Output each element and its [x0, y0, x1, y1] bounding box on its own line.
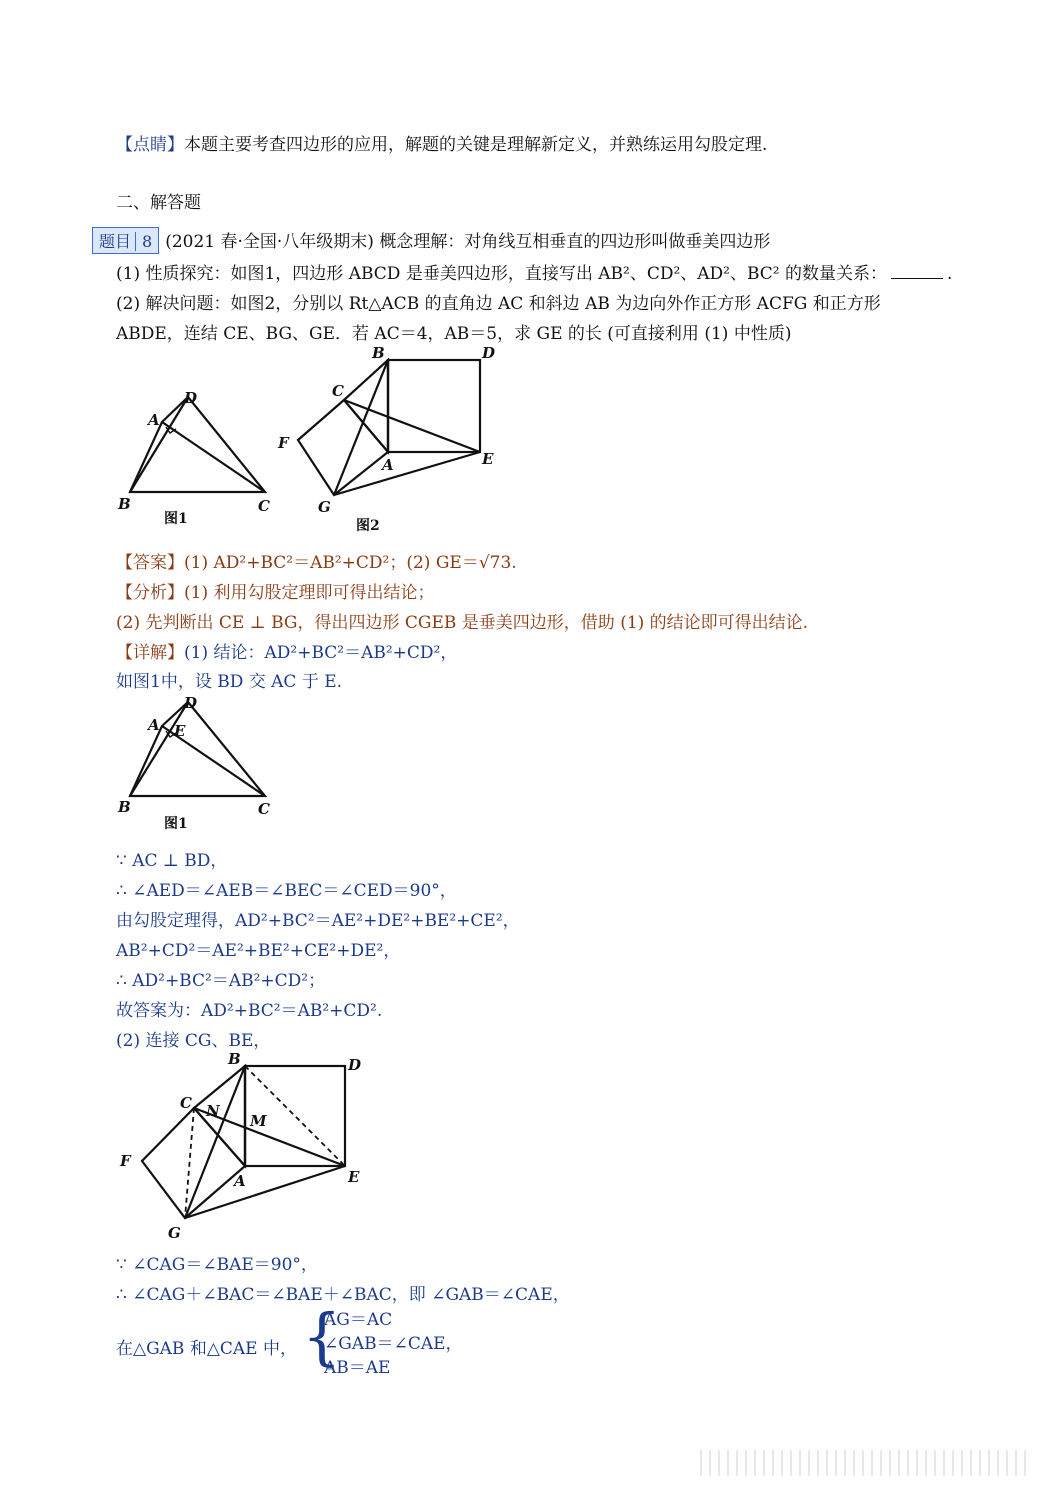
answer-text: (1) AD²+BC²＝AB²+CD²；(2) GE＝√73.: [184, 553, 517, 573]
step-6: 故答案为：AD²+BC²＝AB²+CD².: [116, 1001, 383, 1021]
fig2d-label-e: E: [348, 1168, 360, 1186]
fig2d-label-a: A: [234, 1172, 246, 1190]
fig2-label-a: A: [382, 456, 394, 474]
system-eq-2: ∠GAB＝∠CAE，: [324, 1334, 463, 1354]
problem-badge: 题目 8: [92, 227, 159, 254]
fig2-label-f: F: [278, 434, 289, 452]
fig2d-label-m: M: [250, 1112, 267, 1130]
step-1: ∵ AC ⊥ BD，: [116, 851, 228, 871]
fig2-label-d: D: [482, 344, 496, 362]
dianjing-line: [116, 130, 767, 155]
figure-2-detail: [110, 1046, 380, 1246]
fig1d-label-a: A: [148, 716, 160, 734]
system-equations: [324, 1308, 463, 1380]
problem-number: 8: [135, 232, 152, 251]
problem-part1-line: [116, 259, 952, 284]
problem-intro: (2021 春·全国·八年级期末) 概念理解：对角线互相垂直的四边形叫做垂美四边形: [165, 232, 771, 252]
problem-part2-line1: (2) 解决问题：如图2，分别以 Rt△ACB 的直角边 AC 和斜边 AB 为边向外作正方形 ACFG 和正方形: [116, 294, 881, 314]
fig2-label-c: C: [332, 382, 344, 400]
step-2: ∴ ∠AED＝∠AEB＝∠BEC＝∠CED＝90°，: [116, 881, 457, 901]
fig1d-label-c: C: [258, 800, 270, 818]
system-prefix: 在△GAB 和△CAE 中，: [116, 1339, 297, 1359]
problem-part1: (1) 性质探究：如图1，四边形 ABCD 是垂美四边形，直接写出 AB²、CD²、AD²、BC² 的数量关系：: [116, 264, 888, 284]
analysis-tag: 【分析】: [116, 583, 184, 603]
answer-line: [116, 548, 517, 573]
step-7: (2) 连接 CG、BE，: [116, 1031, 271, 1051]
problem-intro-line: [92, 227, 770, 254]
step2-1: ∵ ∠CAG＝∠BAE＝90°，: [116, 1255, 318, 1275]
detail-tag: 【详解】: [116, 643, 184, 663]
dianjing-tag: 【点睛】: [116, 135, 184, 155]
fig1-label-d: D: [184, 389, 198, 407]
detail-line2: 如图1中，设 BD 交 AC 于 E.: [116, 672, 343, 692]
figure-2: [272, 340, 512, 540]
analysis-line: [116, 578, 434, 603]
figure-1-detail: [108, 690, 278, 838]
detail-text: (1) 结论：AD²+BC²＝AB²+CD²，: [184, 643, 458, 663]
step-5: ∴ AD²+BC²＝AB²+CD²；: [116, 971, 326, 991]
problem-part2-line2: ABDE，连结 CE、BG、GE．若 AC＝4，AB＝5，求 GE 的长 (可直接利用 (1) 中性质): [116, 324, 792, 344]
figure-1: [108, 385, 278, 535]
detail-line1: [116, 638, 457, 663]
fig1d-label-d: D: [184, 694, 198, 712]
watermark-strip: [700, 1450, 1030, 1476]
fig1-label-b: B: [118, 495, 131, 513]
step-3: 由勾股定理得，AD²+BC²＝AE²+DE²+BE²+CE²，: [116, 911, 520, 931]
section-title: 二、解答题: [116, 193, 201, 213]
fig2d-label-b: B: [228, 1050, 241, 1068]
system-eq-3: AB＝AE: [324, 1358, 391, 1378]
problem-part1-end: .: [947, 264, 953, 284]
analysis-line2: (2) 先判断出 CE ⊥ BG，得出四边形 CGEB 是垂美四边形，借助 (1) 的结论即可得出结论.: [116, 613, 809, 633]
fig1-label-a: A: [148, 411, 160, 429]
fig1d-label-b: B: [118, 798, 131, 816]
fig1-label-c: C: [258, 497, 270, 515]
fig2d-label-g: G: [168, 1224, 181, 1242]
system-eq-1: AG＝AC: [324, 1310, 393, 1330]
fig2d-label-d: D: [348, 1056, 362, 1074]
fig2-label-b: B: [372, 344, 385, 362]
fig1d-label-e: E: [174, 722, 186, 740]
fig2-caption: 图2: [356, 518, 380, 534]
system-brace: {: [302, 1300, 342, 1373]
fig2d-label-f: F: [120, 1152, 131, 1170]
fig2d-label-n: N: [206, 1102, 220, 1120]
fig2d-label-c: C: [180, 1094, 192, 1112]
step-4: AB²+CD²＝AE²+BE²+CE²+DE²，: [116, 941, 401, 961]
fig2-label-e: E: [482, 450, 494, 468]
dianjing-text: 本题主要考查四边形的应用，解题的关键是理解新定义，并熟练运用勾股定理.: [184, 135, 768, 155]
answer-blank: [891, 264, 943, 279]
step2-2: ∴ ∠CAG＋∠BAC＝∠BAE＋∠BAC，即 ∠GAB＝∠CAE，: [116, 1285, 570, 1305]
fig1-caption: 图1: [164, 511, 188, 527]
fig2-label-g: G: [318, 498, 331, 516]
analysis-text: (1) 利用勾股定理即可得出结论；: [184, 583, 435, 603]
fig1d-caption: 图1: [164, 816, 188, 832]
answer-tag: 【答案】: [116, 553, 184, 573]
